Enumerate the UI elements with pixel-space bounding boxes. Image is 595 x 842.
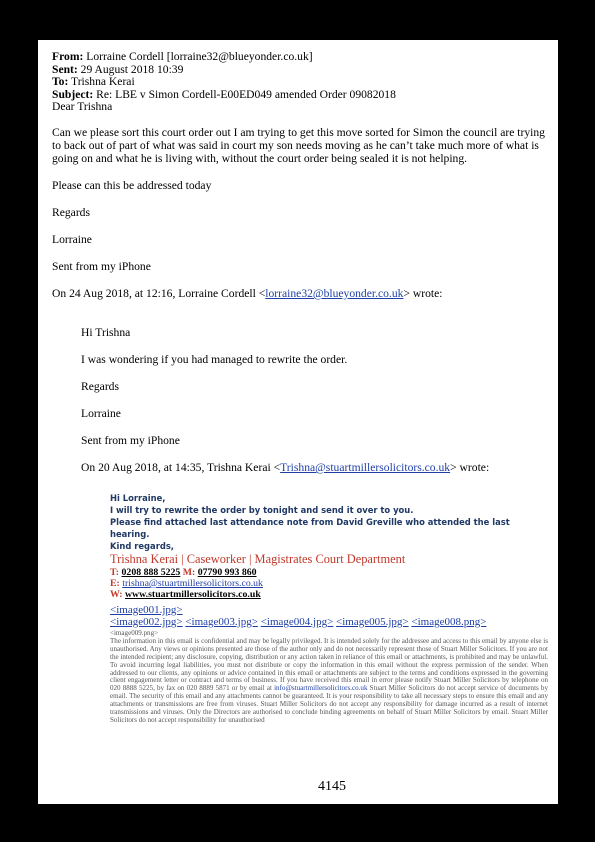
sent-line: Sent: 29 August 2018 10:39 [52,62,184,76]
phone-number: 0208 888 5225 [121,566,181,578]
document-page [38,40,558,804]
quote1-email-link[interactable]: lorraine32@blueyonder.co.uk [265,286,404,300]
email-content [52,51,548,725]
quote2-intro: On 20 Aug 2018, at 14:35, Trishna Kerai <Trishna@stuartmillersolicitors.co.uk> wrote: [81,460,490,474]
image-attachments-row1 [110,604,548,616]
to-line: To: Trishna Kerai [52,75,135,89]
quote1-greeting: Hi Trishna [81,325,131,339]
image-placeholder: <image009.png> [110,628,159,637]
quote1-regards: Regards [81,379,119,393]
subject-line: Subject: Re: LBE v Simon Cordell-E00ED049 amended Order 09082018 [52,87,396,101]
signature-email-link[interactable]: trishna@stuartmillersolicitors.co.uk [122,577,263,589]
image-attachment-link[interactable]: <image003.jpg> [185,615,258,628]
image-attachment-link[interactable]: <image004.jpg> [260,615,334,628]
message-name: Lorraine [52,232,92,246]
quote1-block [81,326,548,474]
image-attachments-row2 [110,616,548,628]
quote2-message: Hi Lorraine, I will try to rewrite the order by tonight and send it over to you. Please find attached last attendance note from David Greville who attended the last hearing. Kind regards, [110,492,510,551]
signature-website-link[interactable]: www.stuartmillersolicitors.co.uk [124,588,261,600]
quote1-name: Lorraine [81,406,121,420]
quote1-body: I was wondering if you had managed to rewrite the order. [81,352,348,366]
disclaimer-email-link[interactable]: info@stuartmillersolicitors.co.uk [274,684,368,693]
message-device: Sent from my iPhone [52,259,151,273]
image-attachment-link[interactable]: <image001.jpg> [110,603,183,616]
image-attachment-link[interactable]: <image008.png> [411,615,487,628]
from-line: From: Lorraine Cordell [lorraine32@blueyonder.co.uk] [52,50,313,63]
page-number: 4145 [318,779,346,794]
image-attachment-link[interactable]: <image002.jpg> [110,615,183,628]
quote1-intro: On 24 Aug 2018, at 12:16, Lorraine Cordell <lorraine32@blueyonder.co.uk> wrote: [52,286,443,300]
image-attachment-link[interactable]: <image005.jpg> [336,615,409,628]
quote2-block [110,492,548,725]
signature-name-title: Trishna Kerai | Caseworker | Magistrates Court Department [110,551,406,566]
mobile-number: 07790 993 860 [197,566,257,578]
email-header [52,51,548,114]
greeting: Dear Trishna [52,100,113,114]
message-body: Can we please sort this court order out I am trying to get this move sorted for Simon the council are trying to back out of part of what was said in court my son needs moving as he can’t take much more of what is going on and what he is living with, without the court order being sealed it is not helping. [52,125,545,165]
confidentiality-disclaimer: The information in this email is confidential and may be legally privileged. It is intended solely for the addressee and access to this email by anyone else is unauthorised. Any views or opinions presented are those of the author only and do not necessarily represent those of Stuart Miller Solicitors. If you are not the intended recipient; any disclosure, copying, distribution or any action taken in reliance of this email or attachments, is prohibited and may be unlawful. To avoid incurring legal liabilities, you must not distribute or copy the information in this email without the express permission of the sender. When addressed to our clients, any opinions or advice contained in this email or attachments are subject to the terms and conditions expressed in the governing client engagement letter or contract and terms of business. If you have received this email in error please notify Stuart Miller Solicitors by telephone on 020 8888 5225, by fax on 020 8889 5871 or by email at info@stuartmillersolicitors.co.uk Stuart Miller Solicitors do not accept service of documents by email. The security of this email and any attachments cannot be guaranteed. It is your responsibility to take all necessary steps to ensure this email and any attachments or transmissions are free from viruses. Stuart Miller Solicitors do not accept any responsibility for damage incurred as a result of internet transmissions and viruses. Only the Directors are authorised to conclude binding agreements on behalf of Stuart Miller Solicitors by email. Stuart Miller Solicitors do not accept responsibility for unauthorised [110,636,548,724]
quote1-device: Sent from my iPhone [81,433,180,447]
signature-web-line: W: www.stuartmillersolicitors.co.uk [110,588,261,600]
message-request: Please can this be addressed today [52,178,212,192]
signature-phone-line: T: 0208 888 5225 M: 07790 993 860 [110,566,257,578]
message-regards: Regards [52,205,90,219]
signature-email-line: E: trishna@stuartmillersolicitors.co.uk [110,577,263,589]
quote2-email-link[interactable]: Trishna@stuartmillersolicitors.co.uk [280,460,451,474]
